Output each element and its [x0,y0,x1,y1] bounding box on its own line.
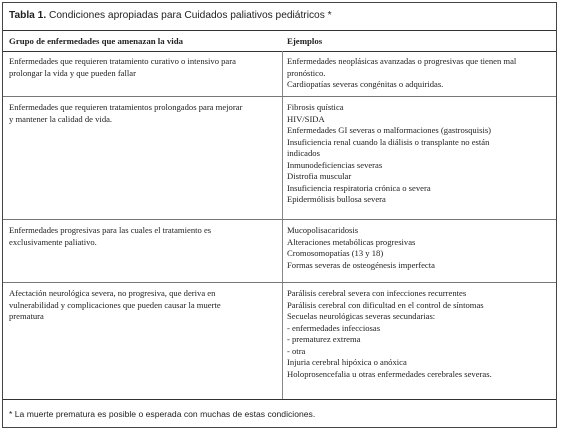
column-divider [282,51,283,399]
text-line: - enfermedades infecciosas [287,322,381,333]
text-line: Afectación neurológica severa, no progresiva, que deriva en [9,288,216,298]
text-line: vulnerabilidad y complicaciones que pueden causar la muerte [9,299,221,310]
text-line: Holoprosencefalia u otras enfermedades cerebrales severas. [287,368,492,379]
row-divider [3,96,556,97]
text-line: Cardiopatías severas congénitas o adquiridas. [287,79,444,89]
text-line: Insuficiencia renal cuando la diálisis o transplante no están [287,136,490,147]
row-examples [287,56,553,91]
footnote-star: * [9,409,13,419]
text-line: Secuelas neurológicas severas secundarias: [287,311,436,321]
text-line: Parálisis cerebral severa con infecciones recurrentes [287,288,467,298]
text-line: Epidermólisis bullosa severa [287,194,386,204]
footnote [9,409,315,419]
row-divider [3,282,556,283]
row-group [9,102,277,125]
text-line: Enfermedades que requieren tratamiento curativo o intensivo para [9,56,236,66]
table-label: Tabla 1. [9,10,47,21]
header-rule [3,51,556,52]
row-examples [287,225,553,271]
text-line: prolongar la vida y que pueden fallar [9,67,136,78]
table-frame [2,2,557,428]
text-line: prematura [9,311,44,321]
text-line: HIV/SIDA [287,113,325,124]
row-group [9,56,277,79]
row-examples [287,102,553,206]
text-line: Enfermedades que requieren tratamientos prolongados para mejorar [9,102,243,112]
text-line: pronóstico. [287,67,326,78]
text-line: Enfermedades neoplásicas avanzadas o progresivas que tienen mal [287,56,517,66]
text-line: Parálisis cerebral con dificultad en el control de síntomas [287,299,484,310]
row-group [9,288,277,323]
text-line: Enfermedades GI severas o malformaciones (gastrosquisis) [287,125,492,135]
text-line: Mucopolisacaridosis [287,225,359,235]
footnote-text: La muerte prematura es posible o esperada con muchas de estas condiciones. [12,409,316,419]
text-line: exclusivamente paliativo. [9,236,97,247]
title-rule [3,30,556,31]
text-line: - otra [287,345,306,356]
text-line: indicados [287,148,320,158]
text-line: - prematurez extrema [287,334,361,344]
row-divider [3,219,556,220]
text-line: Insuficiencia respiratoria crónica o severa [287,182,431,193]
text-line: Inmunodeficiencias severas [287,159,383,170]
table-bottom-rule [3,399,556,400]
row-examples [287,288,553,380]
table-title [9,10,332,21]
text-line: Fibrosis quística [287,102,344,112]
text-line: Injuria cerebral hipóxica o anóxica [287,357,407,367]
header-examples: Ejemplos [287,36,323,46]
text-line: Distrofia muscular [287,171,352,181]
row-group [9,225,277,248]
text-line: Cromosomopatías (13 y 18) [287,248,384,258]
text-line: Alteraciones metabólicas progresivas [287,236,416,247]
header-group: Grupo de enfermedades que amenazan la vida [9,36,183,46]
text-line: Formas severas de osteogénesis imperfecta [287,259,435,270]
table-caption: Condiciones apropiadas para Cuidados paliativos pediátricos * [46,10,332,21]
text-line: Enfermedades progresivas para las cuales el tratamiento es [9,225,212,235]
text-line: y mantener la calidad de vida. [9,113,113,124]
